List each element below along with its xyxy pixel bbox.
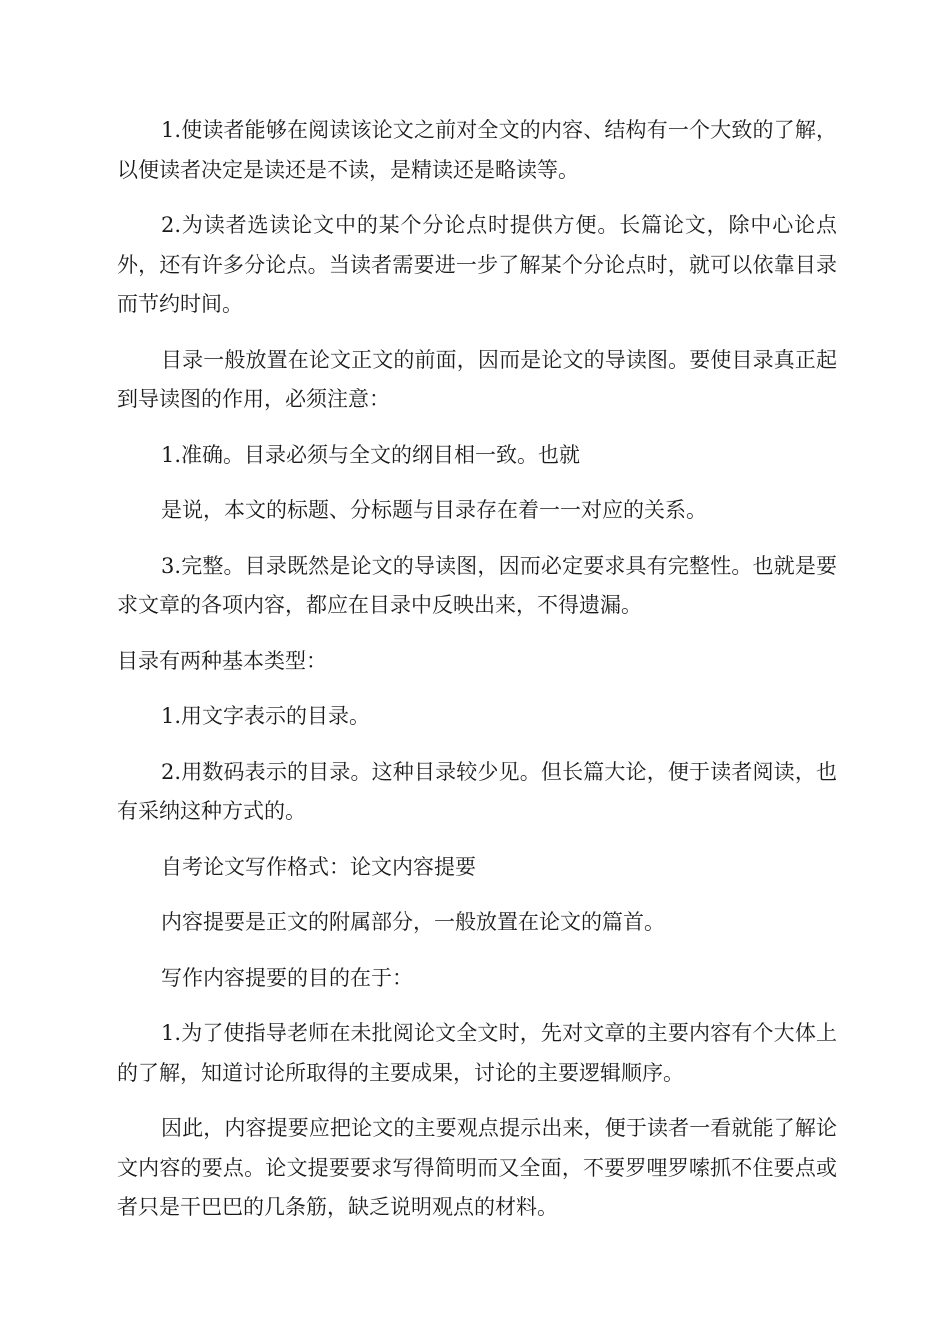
paragraph-abstract-summary: 因此，内容提要应把论文的主要观点提示出来，便于读者一看就能了解论文内容的要点。论文提要要求写得简明而又全面，不要罗哩罗嗦抓不住要点或者只是干巴巴的几条筋，缺乏说明观点的材料。 (117, 1116, 837, 1219)
paragraph-abstract-definition: 内容提要是正文的附属部分，一般放置在论文的篇首。 (161, 910, 665, 934)
paragraph-toc-purpose-1: 1.使读者能够在阅读该论文之前对全文的内容、结构有一个大致的了解，以便读者决定是读还是不读，是精读还是略读等。 (117, 118, 837, 182)
paragraph-completeness: 3.完整。目录既然是论文的导读图，因而必定要求具有完整性。也就是要求文章的各项内容，都应在目录中反映出来，不得遗漏。 (117, 553, 837, 617)
paragraph-toc-purpose-2: 2.为读者选读论文中的某个分论点时提供方便。长篇论文，除中心论点外，还有许多分论点。当读者需要进一步了解某个分论点时，就可以依靠目录而节约时间。 (117, 213, 837, 316)
paragraph-toc-placement: 目录一般放置在论文正文的前面，因而是论文的导读图。要使目录真正起到导读图的作用，必须注意： (117, 347, 837, 411)
document-body (117, 111, 837, 1228)
paragraph-accuracy-cont: 是说，本文的标题、分标题与目录存在着一一对应的关系。 (161, 498, 707, 522)
paragraph-toc-type-1: 1.用文字表示的目录。 (161, 704, 371, 728)
section-heading-abstract: 自考论文写作格式：论文内容提要 (161, 854, 476, 879)
paragraph-abstract-purpose-1: 1.为了使指导老师在未批阅论文全文时，先对文章的主要内容有个大体上的了解，知道讨论所取得的主要成果，讨论的主要逻辑顺序。 (117, 1021, 837, 1085)
paragraph-toc-types: 目录有两种基本类型： (117, 648, 327, 673)
paragraph-toc-type-2: 2.用数码表示的目录。这种目录较少见。但长篇大论，便于读者阅读，也有采纳这种方式的。 (117, 759, 837, 823)
paragraph-accuracy: 1.准确。目录必须与全文的纲目相一致。也就 (161, 442, 581, 467)
paragraph-abstract-purpose: 写作内容提要的目的在于： (161, 965, 413, 990)
